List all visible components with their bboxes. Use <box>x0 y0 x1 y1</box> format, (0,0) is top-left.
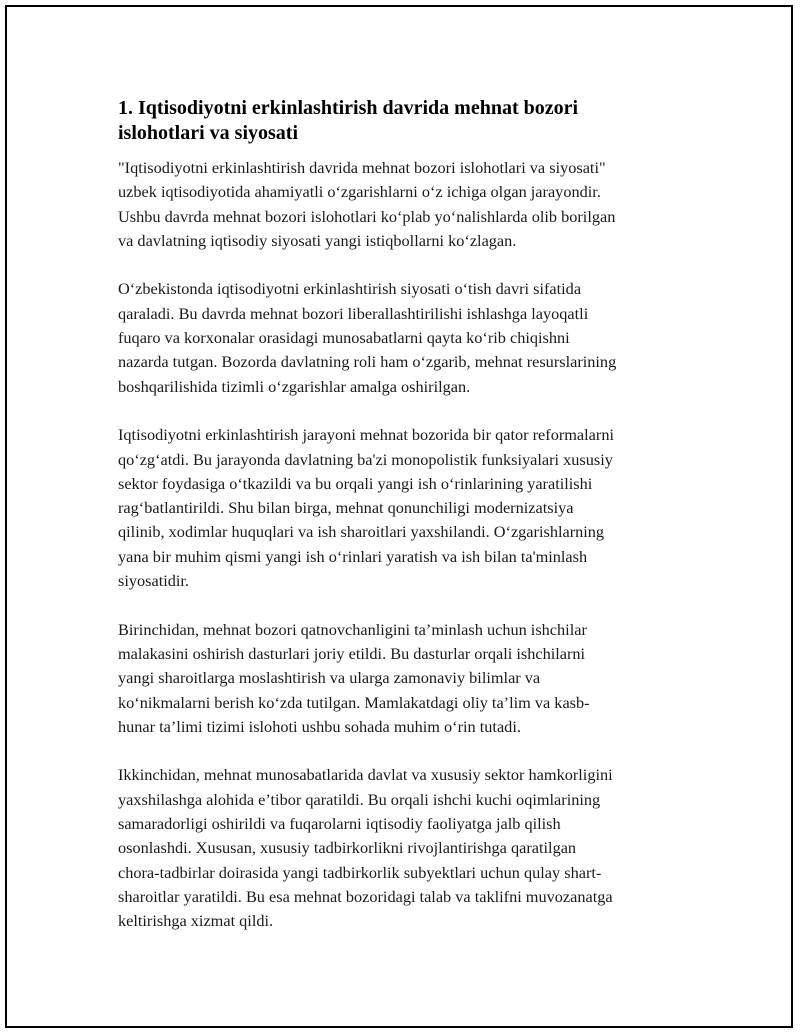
paragraph-1: "Iqtisodiyotni erkinlashtirish davrida mehnat bozori islohotlari va siyosati" uzbek iqtisodiyotida ahamiyatli o‘zgarishlarni o‘z ichiga olgan jarayondir. Ushbu davrda mehnat bozori islohotlari ko‘plab yo‘nalishlarda olib borilgan va davlatning iqtisodiy siyosati yangi istiqbollarni ko‘zlagan. <box>118 158 616 250</box>
paragraph-4: Birinchidan, mehnat bozori qatnovchanligini ta’minlash uchun ishchilar malakasini oshirish dasturlari joriy etildi. Bu dasturlar orqali ishchilarni yangi sharoitlarga moslashtirish va ularga zamonaviy bilimlar va ko‘nikmalarni berish ko‘zda tutilgan. Mamlakatdagi oliy ta’lim va kasb- hunar ta’limi tizimi islohoti ushbu sohada muhim o‘rin tutadi. <box>118 619 590 736</box>
document-body <box>118 96 686 958</box>
paragraph-2: O‘zbekistonda iqtisodiyotni erkinlashtirish siyosati o‘tish davri sifatida qaraladi. Bu davrda mehnat bozori liberallashtirilishi ishlashga layoqatli fuqaro va korxonalar orasidagi munosabatlarni qayta ko‘rib chiqishni nazarda tutgan. Bozorda davlatning roli ham o‘zgarib, mehnat resurslarining boshqarilishida tizimli o‘zgarishlar amalga oshirilgan. <box>118 279 617 396</box>
paragraph-5: Ikkinchidan, mehnat munosabatlarida davlat va xususiy sektor hamkorligini yaxshilashga alohida e’tibor qaratildi. Bu orqali ishchi kuchi oqimlarining samaradorligi oshirildi va fuqarolarni iqtisodiy faoliyatga jalb qilish osonlashdi. Xususan, xususiy tadbirkorlikni rivojlantirishga qaratilgan chora-tadbirlar doirasida yangi tadbirkorlik subyektlari uchun qulay shart- sharoitlar yaratildi. Bu esa mehnat bozoridagi talab va taklifni muvozanatga keltirishga xizmat qildi. <box>118 765 613 931</box>
section-heading: 1. Iqtisodiyotni erkinlashtirish davrida mehnat bozori islohotlari va siyosati <box>118 97 579 144</box>
paragraph-3: Iqtisodiyotni erkinlashtirish jarayoni mehnat bozorida bir qator reformalarni qo‘zg‘atdi. Bu jarayonda davlatning ba'zi monopolistik funksiyalari xususiy sektor foydasiga o‘tkazildi va bu orqali yangi ish o‘rinlarining yaratilishi rag‘batlantirildi. Shu bilan birga, mehnat qonunchiligi modernizatsiya qilinib, xodimlar huquqlari va ish sharoitlari yaxshilandi. O‘zgarishlarning yana bir muhim qismi yangi ish o‘rinlari yaratish va ish bilan ta'minlash siyosatidir. <box>118 425 614 591</box>
